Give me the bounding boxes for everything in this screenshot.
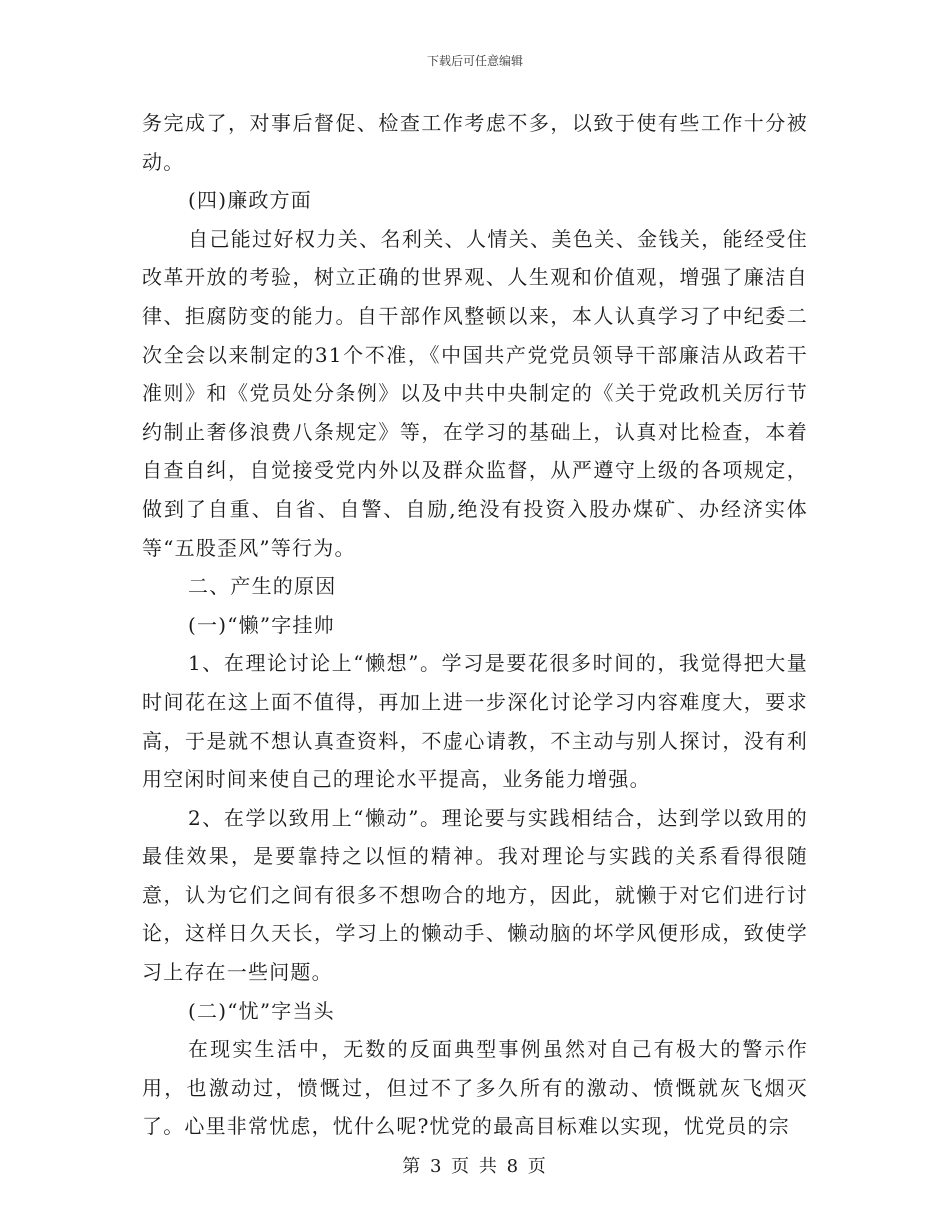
- paragraph-9: 在现实生活中，无数的反面典型事例虽然对自己有极大的警示作用，也激动过，愤慨过，但过不了多久所有的激动、愤慨就灰飞烟灭了。心里非常忧虑，忧什么呢?忧党的最高目标难以实现，忧党员的宗: [142, 1037, 808, 1139]
- document-body: [142, 104, 808, 1146]
- page-header-note: 下载后可任意编辑: [426, 54, 523, 68]
- paragraph-3: 自己能过好权力关、名利关、人情关、美色关、金钱关，能经受住改革开放的考验，树立正确的世界观、人生观和价值观，增强了廉洁自律、拒腐防变的能力。自干部作风整顿以来，本人认真学习了中纪委二次全会以来制定的31个不准，《中国共产党党员领导干部廉洁从政若干准则》和《党员处分条例》以及中共中央制定的《关于党政机关厉行节约制止奢侈浪费八条规定》等，在学习的基础上，认真对比检查，本着自查自纠，自觉接受党内外以及群众监督，从严遵守上级的各项规定，做到了自重、自省、自警、自励,绝没有投资入股办煤矿、办经济实体等“五股歪风”等行为。: [142, 226, 808, 560]
- subsection-heading-lazy: (一)“懒”字挂帅: [188, 612, 335, 637]
- paragraph-6: 1、在理论讨论上“懒想”。学习是要花很多时间的，我觉得把大量时间花在这上面不值得，再加上进一步深化讨论学习内容难度大，要求高，于是就不想认真查资料，不虚心请教，不主动与别人探讨，没有利用空闲时间来使自己的理论水平提高，业务能力增强。: [142, 651, 808, 792]
- page-number: 第 3 页 共 8 页: [402, 1156, 548, 1177]
- subsection-heading-worry: (二)“忧”字当头: [188, 998, 335, 1023]
- section-heading-causes: 二、产生的原因: [188, 574, 337, 599]
- section-heading-integrity: (四)廉政方面: [188, 188, 313, 213]
- paragraph-1: 务完成了，对事后督促、检查工作考虑不多，以致于使有些工作十分被动。: [142, 111, 808, 174]
- paragraph-7: 2、在学以致用上“懒动”。理论要与实践相结合，达到学以致用的最佳效果，是要靠持之以恒的精神。我对理论与实践的关系看得很随意，认为它们之间有很多不想吻合的地方，因此，就懒于对它们进行讨论，这样日久天长，学习上的懒动手、懒动脑的坏学风便形成，致使学习上存在一些问题。: [142, 805, 808, 985]
